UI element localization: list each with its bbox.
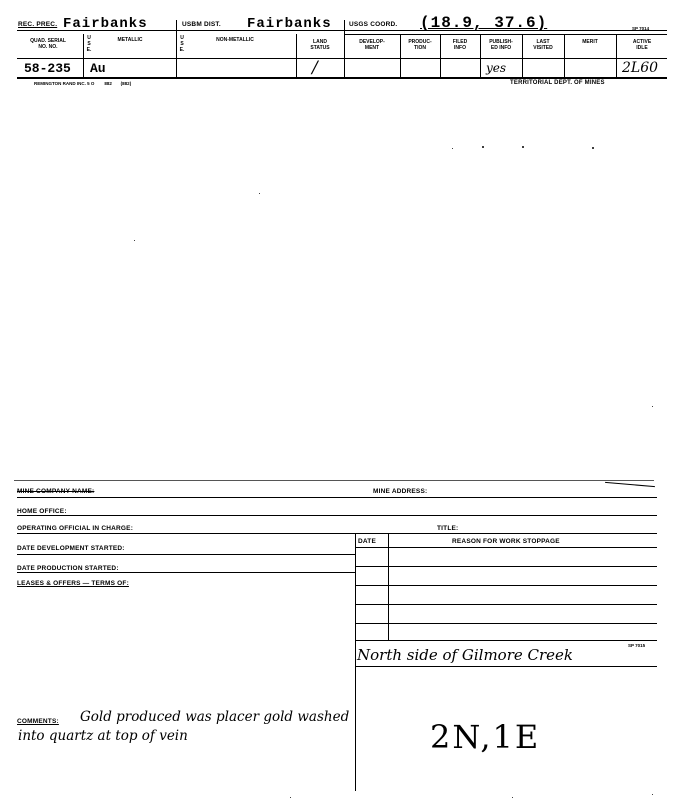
col-filed-info: FILED INFO — [452, 39, 468, 51]
perforation-rule — [14, 480, 654, 481]
scan-speck — [512, 797, 513, 798]
form-rule — [17, 572, 355, 573]
form-rule — [17, 497, 657, 498]
scan-speck — [452, 148, 453, 149]
grid-reference: 2N,1E — [430, 718, 541, 756]
scan-speck — [482, 146, 484, 148]
divider — [176, 20, 177, 77]
operating-official-label: OPERATING OFFICIAL IN CHARGE: — [17, 525, 134, 532]
department-name: TERRITORIAL DEPT. OF MINES — [510, 80, 605, 86]
header-mid-rule — [17, 58, 667, 59]
col-last-visited: LAST VISITED — [533, 39, 553, 51]
form-code-top: SP 7014 — [632, 26, 650, 31]
comments-line-2: into quartz at top of vein — [18, 728, 188, 744]
table-rule — [355, 547, 657, 548]
scan-speck — [592, 147, 594, 149]
table-rule — [355, 623, 657, 624]
printer-credit: REMINGTON RAND INC. 5 O 882 (882) — [34, 81, 132, 86]
date-production-label: DATE PRODUCTION STARTED: — [17, 565, 119, 572]
table-rule — [355, 604, 657, 605]
scan-speck — [652, 794, 653, 795]
leases-label: LEASES & OFFERS — TERMS OF: — [17, 580, 129, 587]
form-rule — [355, 666, 657, 667]
row-bottom-rule — [17, 77, 667, 79]
table-left-border — [355, 533, 356, 791]
col-production: PRODUC- TION — [408, 39, 432, 51]
pen-stroke — [605, 482, 655, 487]
home-office-label: HOME OFFICE: — [17, 508, 67, 515]
mine-company-name-label: MINE COMPANY NAME: — [17, 488, 95, 495]
form-rule — [17, 515, 657, 516]
col-metallic: METALLIC — [117, 37, 143, 43]
col-use-2: U S E. — [179, 35, 185, 53]
col-land-status: LAND STATUS — [310, 39, 330, 51]
scan-speck — [134, 240, 135, 241]
row-land-status: / — [312, 58, 318, 78]
col-use-1: U S E. — [86, 35, 92, 53]
comments-line-1: Gold produced was placer gold washed — [80, 709, 350, 725]
col-merit: MERIT — [582, 39, 598, 45]
row-metallic: Au — [90, 61, 106, 76]
mine-address-label: MINE ADDRESS: — [373, 488, 428, 495]
usbm-dist-label: USBM DIST. — [182, 21, 221, 28]
col-published-info: PUBLISH- ED INFO — [489, 39, 513, 51]
col-active-idle: ACTIVE IDLE — [632, 39, 652, 51]
divider — [344, 20, 345, 77]
row-serial: 58-235 — [24, 61, 71, 76]
form-rule — [17, 554, 355, 555]
usgs-coord-label: USGS COORD. — [349, 21, 398, 28]
row-published-info: yes — [486, 61, 507, 75]
scan-speck — [259, 193, 260, 194]
table-rule — [355, 566, 657, 567]
table-rule — [355, 585, 657, 586]
form-rule — [17, 533, 657, 534]
usbm-dist-value: Fairbanks — [247, 16, 332, 32]
date-development-label: DATE DEVELOPMENT STARTED: — [17, 545, 125, 552]
rec-prec-label: REC. PREC. — [18, 21, 58, 28]
col-quad-serial: QUAD. SERIAL NO. NO. — [30, 38, 66, 50]
title-label: TITLE: — [437, 525, 459, 532]
col-development: DEVELOP- MENT — [359, 39, 385, 51]
subheader-rule — [345, 34, 667, 35]
row-active-idle: 2L60 — [622, 60, 659, 76]
comments-label: COMMENTS: — [17, 718, 59, 725]
col-non-metallic: NON-METALLIC — [216, 37, 254, 43]
location-note: North side of Gilmore Creek — [357, 646, 574, 664]
table-rule — [355, 640, 657, 641]
scan-speck — [522, 146, 524, 148]
scan-speck — [652, 406, 653, 407]
divider — [564, 34, 565, 77]
divider — [616, 34, 617, 77]
rec-prec-value: Fairbanks — [63, 16, 148, 32]
scan-speck — [290, 797, 291, 798]
date-header: DATE — [358, 538, 377, 545]
usgs-coord-value: (18.9, 37.6) — [420, 14, 548, 32]
divider — [296, 34, 297, 77]
divider — [83, 34, 84, 77]
reason-header: REASON FOR WORK STOPPAGE — [452, 538, 560, 545]
form-code-bottom: SP 7015 — [628, 643, 646, 648]
